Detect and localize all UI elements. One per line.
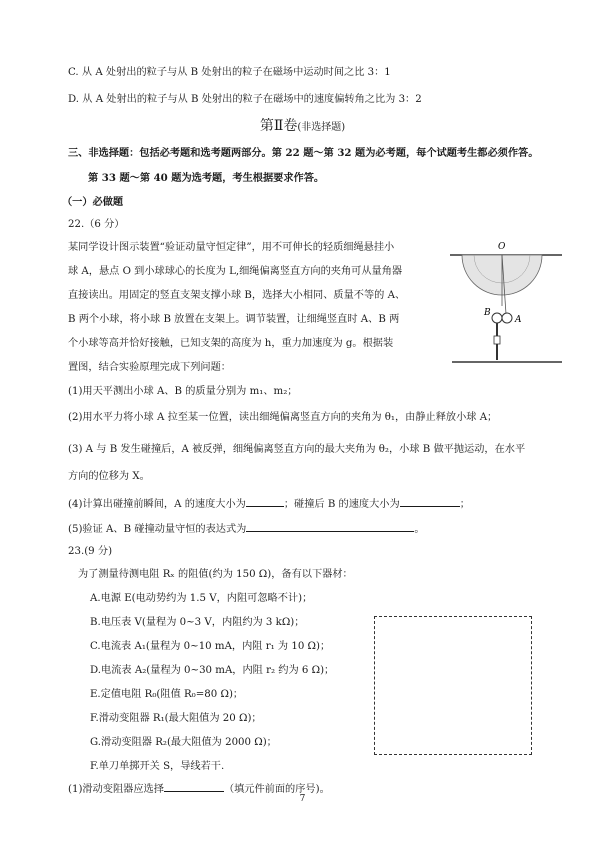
q22-step-4-text-a: (4)计算出碰撞前瞬间，A 的速度大小为 <box>68 499 246 510</box>
q22-step-2: (2)用水平力将小球 A 拉至某一位置，读出细绳偏离竖直方向的夹角为 θ₁，由静止释放小球 A； <box>68 412 498 423</box>
figure-label-a: A <box>515 315 522 325</box>
answer-blank-expression[interactable] <box>246 520 414 532</box>
q22-step-4-text-b: ；碰撞后 B 的速度大小为 <box>283 499 400 510</box>
equipment-b: B.电压表 V(量程为 0~3 V，内阻约为 3 kΩ)； <box>90 617 305 628</box>
answer-blank-vb[interactable] <box>400 495 460 507</box>
q22-step-4 <box>68 495 470 512</box>
q23-part-1-text-b: （填元件前面的序号)。 <box>223 784 330 795</box>
section-title-main: 第Ⅱ卷 <box>259 118 298 134</box>
equipment-c: C.电流表 A₁(量程为 0~10 mA，内阻 r₁ 为 10 Ω)； <box>90 641 331 652</box>
question-23-heading: 23.(9 分) <box>68 546 113 557</box>
instruction-line-2: 第 33 题～第 40 题为选考题，考生根据要求作答。 <box>88 172 325 184</box>
question-22-heading: 22.（6 分） <box>68 219 125 230</box>
circuit-drawing-box[interactable] <box>374 616 532 755</box>
required-heading: （一）必做题 <box>62 196 124 208</box>
q22-paragraph-line-6: 置图，结合实验原理完成下列问题： <box>68 362 231 373</box>
q22-step-3b: 方向的位移为 X。 <box>68 471 150 482</box>
q23-intro: 为了测量待测电阻 Rₓ 的阻值(约为 150 Ω)，备有以下器材： <box>78 569 353 580</box>
page-number: 7 <box>299 794 306 804</box>
option-d: D. 从 A 处射出的粒子与从 B 处射出的粒子在磁场中的速度偏转角之比为 3：2 <box>68 94 422 105</box>
q22-step-5-text-a: (5)验证 A、B 碰撞动量守恒的表达式为 <box>68 524 247 535</box>
equipment-d: D.电流表 A₂(量程为 0~30 mA，内阻 r₂ 约为 6 Ω)； <box>90 665 335 676</box>
answer-blank-va[interactable] <box>246 495 284 507</box>
option-c: C. 从 A 处射出的粒子与从 B 处射出的粒子在磁场中运动时间之比 3：1 <box>68 67 391 78</box>
section-title <box>0 119 605 135</box>
q22-step-5-text-b: 。 <box>414 524 425 535</box>
q22-paragraph-line-3: 直接读出。用固定的竖直支架支撑小球 B，选择大小相同、质量不等的 A、 <box>68 290 406 301</box>
equipment-g: G.滑动变阻器 R₂(最大阻值为 2000 Ω)； <box>90 737 277 748</box>
figure-label-o: O <box>498 242 506 252</box>
q22-step-4-text-c: ； <box>459 499 470 510</box>
q22-paragraph-line-1: 某同学设计图示装置“验证动量守恒定律”，用不可伸长的轻质细绳悬挂小 <box>68 242 395 253</box>
equipment-h: F.单刀单掷开关 S，导线若干. <box>90 761 225 772</box>
pendulum-apparatus-figure <box>446 238 566 370</box>
q23-part-1-text-a: (1)滑动变阻器应选择 <box>68 784 164 795</box>
q22-step-3a: (3) A 与 B 发生碰撞后，A 被反弹，细绳偏离竖直方向的最大夹角为 θ₂，小球 B 做平抛运动，在水平 <box>68 444 526 455</box>
q22-paragraph-line-4: B 两个小球，将小球 B 放置在支架上。调节装置，让细绳竖直时 A、B 两 <box>68 314 400 325</box>
q22-paragraph-line-2: 球 A，悬点 O 到小球球心的长度为 L,细绳偏离竖直方向的夹角可从量角器 <box>68 266 403 277</box>
section-title-sub: (非选择题) <box>297 122 346 133</box>
equipment-f: F.滑动变阻器 R₁(最大阻值为 20 Ω)； <box>90 713 262 724</box>
q22-step-1: (1)用天平测出小球 A、B 的质量分别为 m₁、m₂； <box>68 386 298 397</box>
instruction-line-1: 三、非选择题：包括必考题和选考题两部分。第 22 题～第 32 题为必考题，每个试题考生都必须作答。 <box>68 147 539 159</box>
equipment-e: E.定值电阻 R₀(阻值 R₀=80 Ω)； <box>90 689 244 700</box>
figure-label-b: B <box>484 308 491 318</box>
q22-paragraph-line-5: 个小球等高并恰好接触，已知支架的高度为 h，重力加速度为 g。根据装 <box>68 338 394 349</box>
equipment-a: A.电源 E(电动势约为 1.5 V，内阻可忽略不计)； <box>90 593 313 604</box>
answer-blank-rheostat[interactable] <box>164 780 224 792</box>
q22-step-5 <box>68 520 425 537</box>
